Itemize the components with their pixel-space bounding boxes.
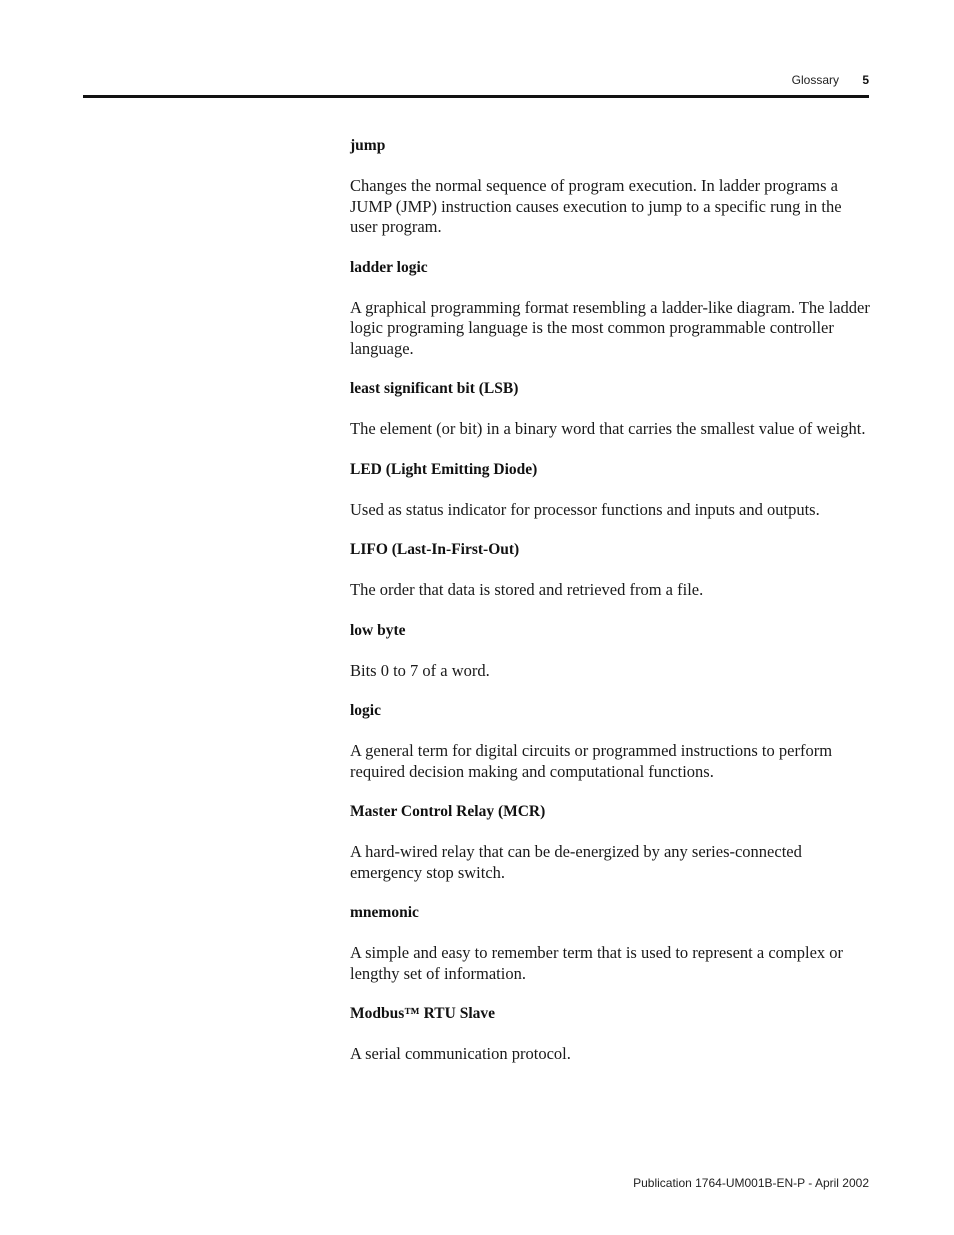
- glossary-entries: [350, 136, 870, 1085]
- glossary-entry: [350, 136, 870, 238]
- glossary-definition: Changes the normal sequence of program execution. In ladder programs a JUMP (JMP) instruction causes execution to jump to a specific rung in the user program.: [350, 176, 842, 236]
- glossary-definition: The element (or bit) in a binary word that carries the smallest value of weight.: [350, 419, 866, 438]
- glossary-term: low byte: [350, 621, 406, 639]
- header-rule: [83, 95, 869, 98]
- glossary-entry: [350, 379, 870, 440]
- glossary-term: LIFO (Last-In-First-Out): [350, 541, 520, 558]
- glossary-entry: [350, 540, 870, 601]
- glossary-definition: A simple and easy to remember term that is used to represent a complex or lengthy set of information.: [350, 943, 844, 983]
- glossary-definition: A graphical programming format resembling a ladder-like diagram. The ladder logic programing language is the most common programmable controller language.: [350, 297, 870, 358]
- glossary-definition: The order that data is stored and retrieved from a file.: [350, 580, 704, 599]
- publication-footer: Publication 1764-UM001B-EN-P - April 2002: [633, 1176, 869, 1190]
- glossary-definition: Used as status indicator for processor functions and inputs and outputs.: [350, 499, 820, 519]
- header-section-title: Glossary: [791, 73, 839, 87]
- glossary-definition: Bits 0 to 7 of a word.: [350, 660, 490, 680]
- glossary-entry: [350, 903, 870, 984]
- glossary-entry: [350, 802, 870, 883]
- glossary-entry: [350, 460, 870, 521]
- glossary-term: Modbus™ RTU Slave: [350, 1005, 496, 1022]
- glossary-definition: A hard-wired relay that can be de-energized by any series-connected emergency stop switch.: [350, 842, 802, 882]
- page-header: [0, 0, 954, 100]
- glossary-term: LED (Light Emitting Diode): [350, 460, 538, 478]
- glossary-entry: [350, 621, 870, 682]
- glossary-definition: A general term for digital circuits or programmed instructions to perform required decision making and computational functions.: [350, 741, 833, 781]
- page-number: 5: [862, 73, 869, 87]
- glossary-entry: [350, 701, 870, 782]
- glossary-term: mnemonic: [350, 904, 419, 921]
- glossary-term: logic: [350, 702, 381, 719]
- glossary-term: jump: [350, 137, 386, 154]
- glossary-entry: [350, 1004, 870, 1065]
- glossary-entry: [350, 258, 870, 360]
- glossary-term: ladder logic: [350, 258, 428, 276]
- glossary-term: least significant bit (LSB): [350, 380, 519, 397]
- glossary-definition: A serial communication protocol.: [350, 1044, 571, 1063]
- glossary-term: Master Control Relay (MCR): [350, 803, 546, 820]
